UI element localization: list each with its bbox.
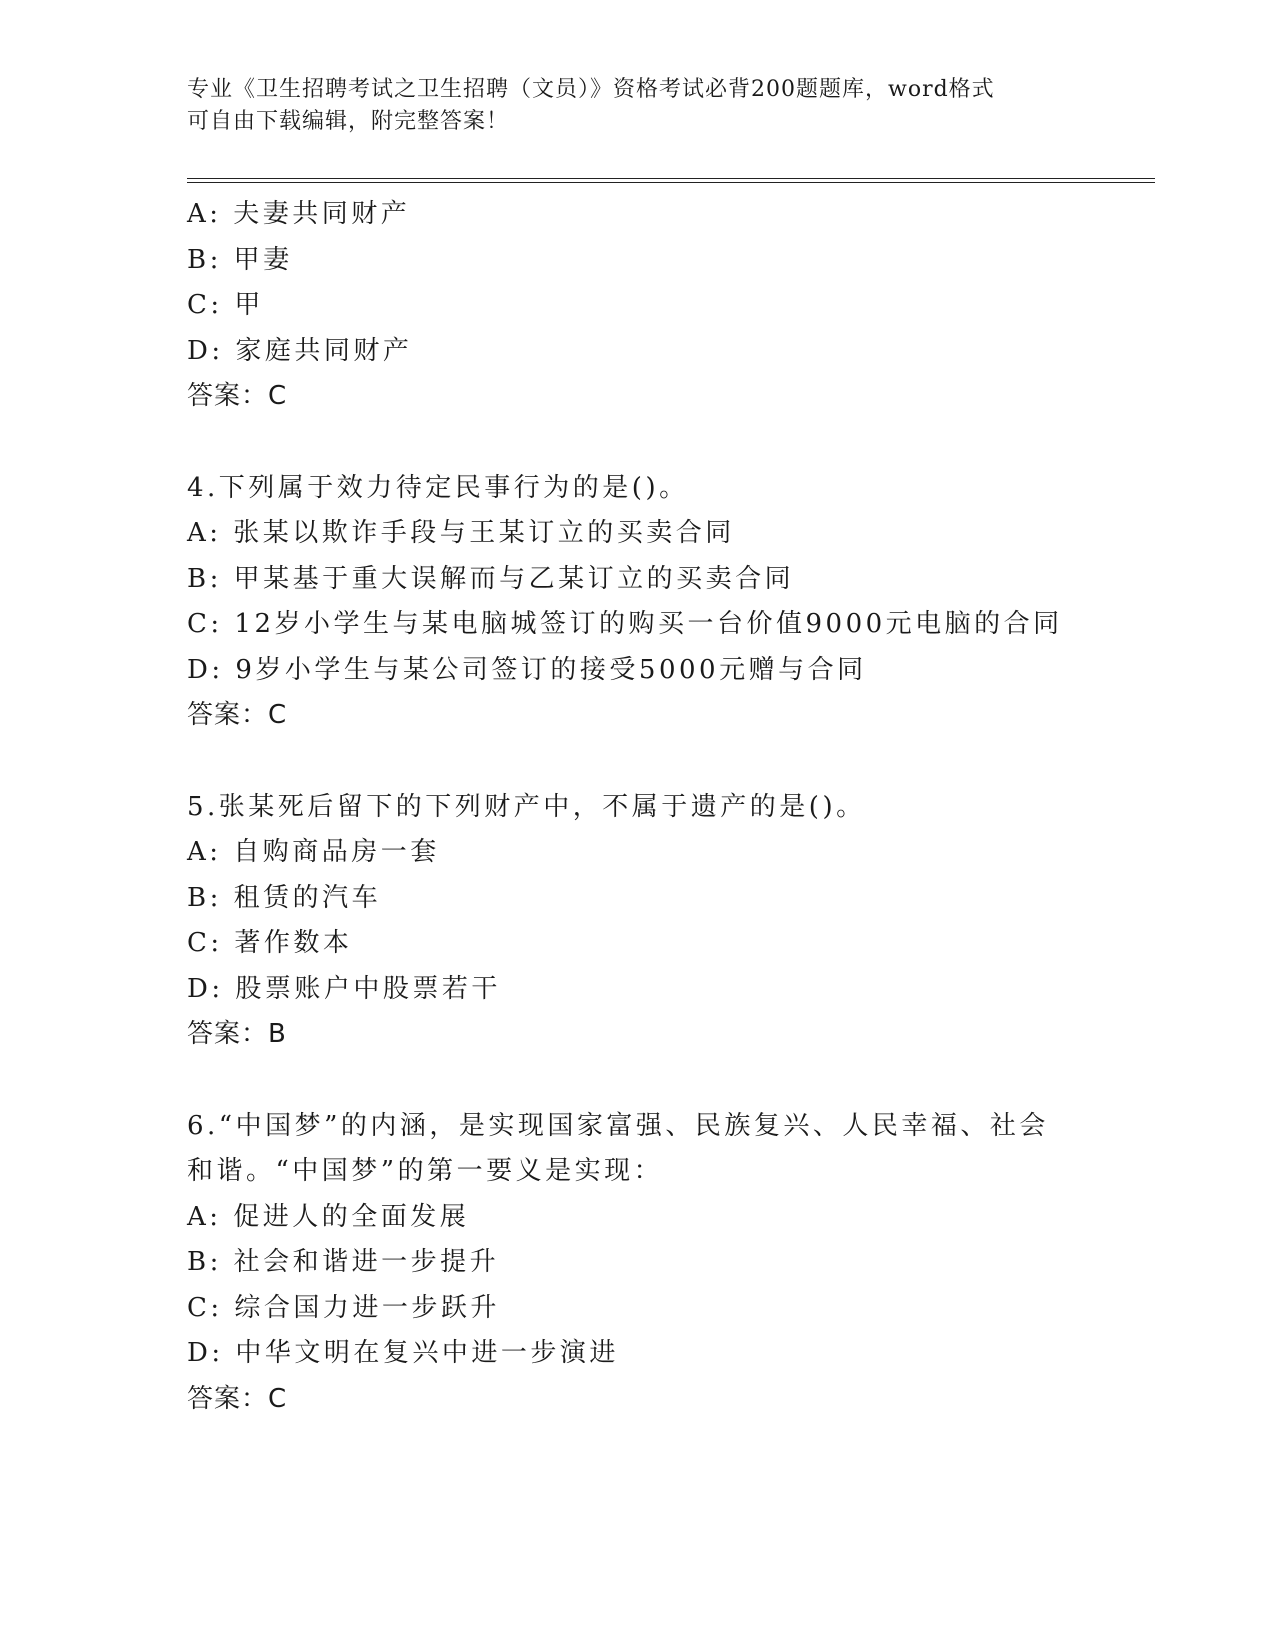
option-c: C: 12岁小学生与某电脑城签订的购买一台价值9000元电脑的合同 xyxy=(187,609,1063,639)
spacer xyxy=(187,739,1087,785)
header-line-1: 专业《卫生招聘考试之卫生招聘（文员）》资格考试必背200题题库，word格式 xyxy=(187,77,995,102)
option-a: A: 夫妻共同财产 xyxy=(187,199,411,229)
question-block-3 xyxy=(187,192,1087,420)
answer-line: 答案：C xyxy=(187,700,288,730)
option-a: A: 促进人的全面发展 xyxy=(187,1201,470,1232)
spacer xyxy=(187,420,1087,466)
header-line-2: 可自由下载编辑，附完整答案！ xyxy=(187,109,510,134)
answer-line: 答案：B xyxy=(187,1019,287,1049)
option-c: C: 综合国力进一步跃升 xyxy=(187,1292,500,1323)
answer-line: 答案：C xyxy=(187,1383,288,1414)
question-block-4 xyxy=(187,466,1087,739)
option-d: D: 9岁小学生与某公司签订的接受5000元赠与合同 xyxy=(187,654,867,685)
question-text: 5.张某死后留下的下列财产中，不属于遗产的是()。 xyxy=(187,791,866,822)
question-text: 4.下列属于效力待定民事行为的是()。 xyxy=(187,472,689,503)
option-b: B: 社会和谐进一步提升 xyxy=(187,1247,500,1277)
option-d: D: 家庭共同财产 xyxy=(187,335,413,366)
option-c: C: 著作数本 xyxy=(187,928,353,958)
answer-line: 答案：C xyxy=(187,381,288,411)
question-text-line-1: 6.“中国梦”的内涵，是实现国家富强、民族复兴、人民幸福、社会 xyxy=(187,1110,1049,1141)
question-list xyxy=(187,192,1087,1422)
question-text-line-2: 和谐。“中国梦”的第一要义是实现： xyxy=(187,1156,664,1186)
header-divider-top xyxy=(187,178,1155,179)
option-d: D: 股票账户中股票若干 xyxy=(187,973,501,1004)
header-divider-bottom xyxy=(187,182,1155,183)
option-c: C: 甲 xyxy=(187,290,264,320)
option-a: A: 张某以欺诈手段与王某订立的买卖合同 xyxy=(187,518,735,548)
spacer xyxy=(187,1058,1087,1104)
question-block-5 xyxy=(187,785,1087,1058)
option-a: A: 自购商品房一套 xyxy=(187,837,440,867)
option-b: B: 甲某基于重大误解而与乙某订立的买卖合同 xyxy=(187,563,795,594)
option-b: B: 租赁的汽车 xyxy=(187,882,382,913)
option-b: B: 甲妻 xyxy=(187,244,293,275)
question-block-6 xyxy=(187,1104,1087,1423)
document-header xyxy=(187,74,1067,138)
option-d: D: 中华文明在复兴中进一步演进 xyxy=(187,1338,619,1368)
